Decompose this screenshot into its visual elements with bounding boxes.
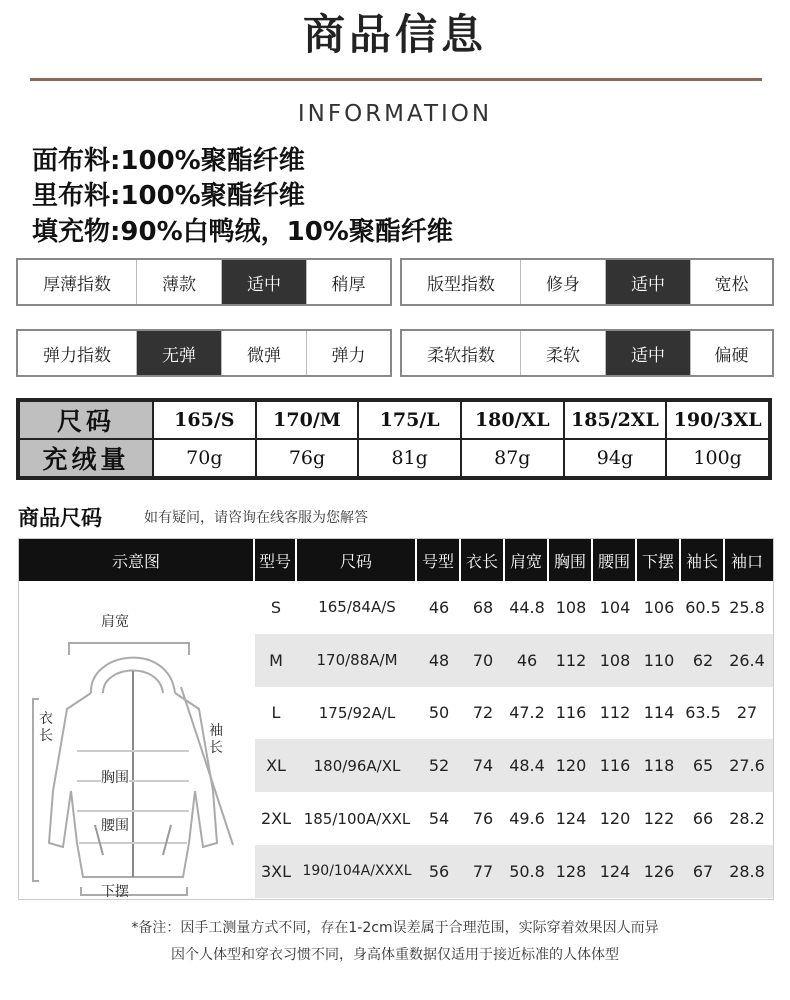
cell-shoulder: 44.8	[509, 597, 545, 617]
label-length: 衣长	[39, 711, 53, 744]
cell-hem: 118	[643, 756, 675, 776]
cell-length: 74	[472, 756, 494, 776]
size-row	[255, 845, 773, 898]
cell-cuff: 27	[736, 703, 758, 723]
cell-model: 3XL	[260, 861, 292, 881]
elasticity-option: 弹力	[306, 331, 390, 375]
elasticity-option-selected: 无弹	[136, 331, 221, 375]
cell-length: 70	[472, 650, 494, 670]
cell-shoulder: 49.6	[509, 809, 545, 829]
cell-cuff: 25.8	[729, 597, 765, 617]
cell-waist: 108	[599, 650, 631, 670]
elasticity-index-bar	[16, 329, 392, 377]
header-sleeve: 袖长	[681, 539, 725, 581]
size-cell: 185/2XL	[564, 401, 667, 439]
cell-sleeve: 63.5	[685, 703, 721, 723]
label-sleeve: 袖长	[209, 723, 223, 756]
title-divider	[30, 78, 762, 81]
cell-sleeve: 67	[692, 861, 714, 881]
size-cell: 190/3XL	[666, 401, 769, 439]
thickness-index-bar	[16, 258, 392, 306]
softness-index-label: 柔软指数	[427, 345, 495, 366]
cell-sleeve: 65	[692, 756, 714, 776]
page-title: 商品信息	[302, 10, 487, 59]
size-section-note: 如有疑问，请咨询在线客服为您解答	[144, 510, 368, 526]
cell-model: S	[270, 597, 282, 617]
label-waist: 腰围	[101, 815, 129, 835]
thickness-option-selected: 适中	[221, 260, 306, 304]
cell-cuff: 26.4	[729, 650, 765, 670]
cell-fit-code: 48	[428, 650, 450, 670]
section-subtitle: INFORMATION	[297, 101, 493, 127]
cell-sleeve: 66	[692, 809, 714, 829]
fit-option: 宽松	[690, 260, 772, 304]
cell-chest: 128	[555, 861, 587, 881]
header-diagram: 示意图	[19, 539, 255, 581]
cell-size: 175/92A/L	[318, 703, 396, 722]
fill-amount-table	[16, 398, 772, 480]
cell-chest: 112	[555, 650, 587, 670]
cell-size: 185/100A/XXL	[303, 809, 411, 828]
cell-size: 190/104A/XXXL	[302, 863, 412, 880]
cell-size: 180/96A/XL	[313, 756, 401, 775]
jacket-diagram	[19, 581, 255, 899]
cell-sleeve: 60.5	[685, 597, 721, 617]
cell-fit-code: 52	[428, 756, 450, 776]
size-row	[255, 634, 773, 687]
cell-model: L	[271, 703, 281, 723]
label-hem: 下摆	[101, 884, 129, 900]
label-chest: 胸围	[101, 767, 129, 787]
cell-waist: 112	[599, 703, 631, 723]
softness-option: 偏硬	[690, 331, 772, 375]
size-chart	[18, 538, 774, 900]
size-row	[255, 792, 773, 845]
cell-chest: 116	[555, 703, 587, 723]
cell-waist: 124	[599, 861, 631, 881]
size-rows	[255, 581, 773, 898]
footnote-line-1: *备注：因手工测量方式不同，存在1-2cm误差属于合理范围，实际穿着效果因人而异	[131, 920, 659, 936]
cell-length: 77	[472, 861, 494, 881]
softness-option: 柔软	[520, 331, 605, 375]
cell-fit-code: 54	[428, 809, 450, 829]
cell-model: 2XL	[260, 809, 292, 829]
size-cell: 180/XL	[461, 401, 564, 439]
header-hem: 下摆	[637, 539, 681, 581]
cell-cuff: 28.2	[729, 809, 765, 829]
cell-waist: 116	[599, 756, 631, 776]
cell-hem: 114	[643, 703, 675, 723]
header-chest: 胸围	[549, 539, 593, 581]
thickness-option: 稍厚	[306, 260, 390, 304]
cell-chest: 124	[555, 809, 587, 829]
header-shoulder: 肩宽	[505, 539, 549, 581]
label-shoulder: 肩宽	[101, 614, 129, 630]
size-cell: 165/S	[153, 401, 256, 439]
header-waist: 腰围	[593, 539, 637, 581]
fill-cell: 70g	[153, 439, 256, 477]
softness-index-bar	[400, 329, 774, 377]
cell-hem: 126	[643, 861, 675, 881]
cell-cuff: 28.8	[729, 861, 765, 881]
cell-chest: 120	[555, 756, 587, 776]
fit-index-label: 版型指数	[427, 274, 495, 295]
thickness-option: 薄款	[136, 260, 221, 304]
cell-length: 68	[472, 597, 494, 617]
footnote-line-2: 因个人体型和穿衣习惯不同，身高体重数据仅适用于接近标准的人体体型	[171, 947, 619, 963]
thickness-index-label: 厚薄指数	[43, 274, 111, 295]
cell-hem: 122	[643, 809, 675, 829]
cell-length: 76	[472, 809, 494, 829]
fill-cell: 76g	[256, 439, 359, 477]
size-section-title: 商品尺码	[18, 506, 102, 530]
cell-waist: 104	[599, 597, 631, 617]
elasticity-index-label: 弹力指数	[43, 345, 111, 366]
size-cell: 175/L	[358, 401, 461, 439]
cell-size: 165/84A/S	[318, 598, 396, 617]
fill-cell: 100g	[666, 439, 769, 477]
cell-waist: 120	[599, 809, 631, 829]
fill-cell: 87g	[461, 439, 564, 477]
cell-chest: 108	[555, 597, 587, 617]
size-row	[255, 581, 773, 634]
header-model: 型号	[255, 539, 297, 581]
spec-lining: 里布料:100%聚酯纤维	[32, 181, 305, 211]
cell-fit-code: 56	[428, 861, 450, 881]
cell-hem: 110	[643, 650, 675, 670]
fill-cell: 94g	[564, 439, 667, 477]
header-fit-code: 号型	[417, 539, 461, 581]
cell-shoulder: 46	[516, 650, 538, 670]
fit-option-selected: 适中	[605, 260, 690, 304]
header-size: 尺码	[297, 539, 417, 581]
cell-model: M	[269, 650, 283, 670]
cell-shoulder: 50.8	[509, 861, 545, 881]
cell-length: 72	[472, 703, 494, 723]
elasticity-option: 微弹	[221, 331, 306, 375]
cell-shoulder: 47.2	[509, 703, 545, 723]
spec-outer-fabric: 面布料:100%聚酯纤维	[32, 146, 305, 176]
spec-filling: 填充物:90%白鸭绒，10%聚酯纤维	[32, 217, 453, 247]
header-length: 衣长	[461, 539, 505, 581]
cell-cuff: 27.6	[729, 756, 765, 776]
fit-index-bar	[400, 258, 774, 306]
cell-fit-code: 46	[428, 597, 450, 617]
fill-row-header: 充绒量	[19, 439, 153, 477]
cell-size: 170/88A/M	[316, 651, 398, 670]
size-row-header: 尺码	[19, 401, 153, 439]
cell-fit-code: 50	[428, 703, 450, 723]
cell-hem: 106	[643, 597, 675, 617]
fit-option: 修身	[520, 260, 605, 304]
cell-model: XL	[266, 756, 286, 776]
cell-sleeve: 62	[692, 650, 714, 670]
fill-cell: 81g	[358, 439, 461, 477]
size-row	[255, 739, 773, 792]
size-cell: 170/M	[256, 401, 359, 439]
softness-option-selected: 适中	[605, 331, 690, 375]
size-chart-header	[19, 539, 773, 581]
cell-shoulder: 48.4	[509, 756, 545, 776]
size-row	[255, 687, 773, 740]
header-cuff: 袖口	[730, 551, 763, 571]
